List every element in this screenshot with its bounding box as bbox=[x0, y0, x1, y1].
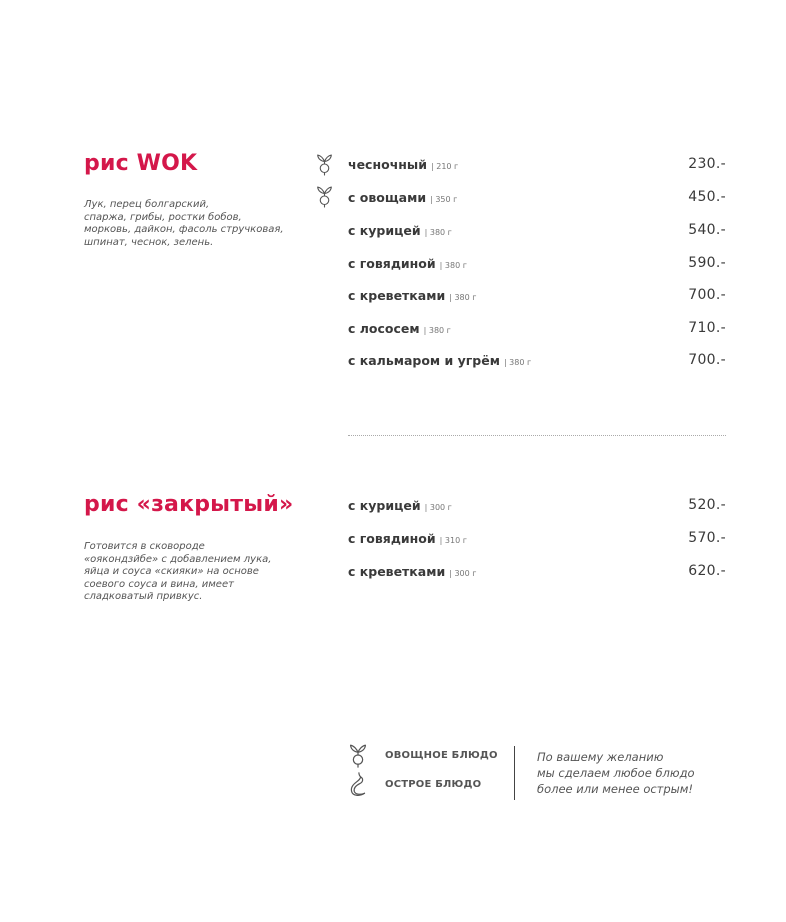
item-name: чесночный bbox=[348, 156, 427, 172]
item-price: 230.- bbox=[688, 156, 726, 172]
legend-note-line: мы сделаем любое блюдо bbox=[537, 766, 695, 780]
item-name: с овощами bbox=[348, 189, 427, 205]
legend-spicy-label: ОСТРОЕ БЛЮДО bbox=[385, 778, 482, 790]
closed-description-line: яйца и соуса «скияки» на основе bbox=[84, 566, 259, 578]
closed-description-line: Готовится в сковороде bbox=[84, 541, 205, 552]
legend-vegetarian-label: ОВОЩНОЕ БЛЮДО bbox=[385, 749, 498, 761]
item-price: 450.- bbox=[688, 189, 726, 205]
item-weight: | 350 г bbox=[430, 194, 458, 204]
closed-section-title: рис «закрытый» bbox=[84, 492, 294, 517]
legend-note bbox=[537, 749, 695, 797]
item-name: с говядиной bbox=[348, 530, 436, 546]
legend-vegetarian bbox=[348, 742, 498, 768]
item-price: 590.- bbox=[688, 255, 726, 271]
menu-item bbox=[348, 285, 726, 305]
menu-item bbox=[348, 253, 726, 273]
item-weight: | 380 г bbox=[424, 227, 452, 237]
item-weight: | 380 г bbox=[503, 357, 532, 367]
wok-section-title: рис WOK bbox=[84, 151, 198, 176]
closed-section-description bbox=[84, 541, 271, 604]
item-price: 620.- bbox=[688, 563, 726, 579]
menu-item bbox=[348, 318, 726, 338]
chili-pepper-icon bbox=[348, 771, 368, 797]
item-price: 570.- bbox=[688, 530, 726, 546]
item-weight: | 300 г bbox=[449, 568, 477, 578]
item-name: с кальмаром и угрём bbox=[348, 352, 500, 368]
item-price: 710.- bbox=[688, 320, 726, 336]
wok-description-line: морковь, дайкон, фасоль стручковая, bbox=[84, 224, 284, 236]
closed-description-line: соевого соуса и вина, имеет bbox=[84, 578, 234, 590]
item-name: с курицей bbox=[348, 222, 421, 238]
wok-description-line: шпинат, чеснок, зелень. bbox=[84, 236, 214, 248]
item-price: 700.- bbox=[688, 352, 726, 368]
section-divider bbox=[348, 435, 726, 436]
item-name: с говядиной bbox=[348, 255, 436, 271]
menu-item bbox=[348, 350, 726, 370]
closed-description-line: «оякондзйбе» с добавлением лука, bbox=[84, 553, 272, 565]
beet-icon bbox=[316, 184, 333, 208]
legend-spicy bbox=[348, 771, 481, 797]
beet-icon bbox=[316, 152, 333, 176]
item-name: с креветками bbox=[348, 563, 446, 579]
item-name: с курицей bbox=[348, 497, 421, 513]
item-name: с креветками bbox=[348, 287, 446, 303]
wok-description-line: спаржа, грибы, ростки бобов, bbox=[84, 211, 242, 223]
menu-item bbox=[348, 528, 726, 548]
item-price: 520.- bbox=[688, 497, 726, 513]
item-weight: | 210 г bbox=[430, 161, 459, 171]
menu-item bbox=[348, 561, 726, 581]
item-weight: | 380 г bbox=[423, 325, 451, 335]
closed-description-line: сладковатый привкус. bbox=[84, 591, 203, 603]
legend-separator bbox=[514, 746, 515, 800]
item-weight: | 310 г bbox=[439, 535, 467, 545]
menu-item bbox=[348, 154, 726, 174]
legend-note-line: более или менее острым! bbox=[537, 782, 694, 796]
item-price: 540.- bbox=[688, 222, 726, 238]
menu-item bbox=[348, 187, 726, 207]
beet-icon bbox=[348, 742, 368, 768]
item-price: 700.- bbox=[688, 287, 726, 303]
menu-item bbox=[348, 495, 726, 515]
item-weight: | 300 г bbox=[424, 502, 452, 512]
legend-note-line: По вашему желанию bbox=[537, 750, 664, 764]
menu-item bbox=[348, 220, 726, 240]
item-weight: | 380 г bbox=[449, 292, 477, 302]
item-name: с лососем bbox=[348, 320, 420, 336]
wok-description-line: Лук, перец болгарский, bbox=[84, 199, 210, 210]
item-weight: | 380 г bbox=[439, 260, 467, 270]
wok-section-description bbox=[84, 199, 284, 249]
